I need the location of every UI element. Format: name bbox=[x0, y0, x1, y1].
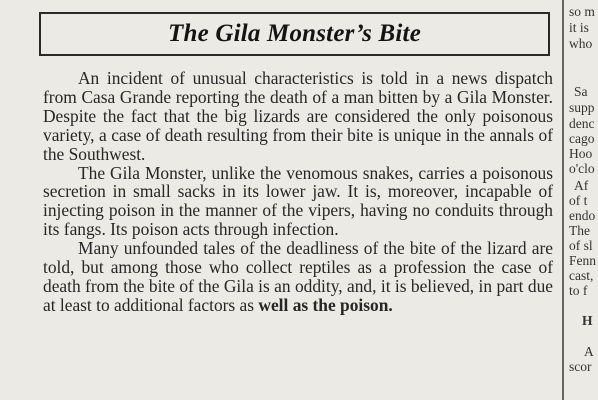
adjacent-fragment: to f bbox=[569, 283, 588, 298]
adjacent-fragment: scor bbox=[569, 359, 592, 374]
article-body bbox=[43, 69, 553, 315]
paragraph-1: An incident of unusual characteristics is told in a news dispatch from Casa Grande reporting the death of a man bitten by a Gila Monster. Despite the fact that the big lizards are considered the only poisonous variety, a case of death resulting from their bite is unique in the annals of the Southwest. bbox=[43, 68, 553, 164]
column-rule bbox=[562, 0, 564, 400]
adjacent-fragment: H bbox=[582, 313, 593, 328]
headline: The Gila Monster’s Bite bbox=[168, 20, 421, 47]
adjacent-fragment: so m bbox=[569, 4, 595, 19]
paragraph-3-ending: well as the poison. bbox=[258, 294, 393, 315]
adjacent-fragment: o'clo bbox=[569, 161, 595, 176]
adjacent-fragment: Hoo bbox=[569, 146, 593, 161]
adjacent-fragment: supp bbox=[569, 100, 595, 115]
paragraph-2: The Gila Monster, unlike the venomous snakes, carries a poisonous secretion in small sacks in its lower jaw. It is, moreover, incapable of injecting poison in the manner of the vipers, having no conduits through its fangs. Its poison acts through infection. bbox=[43, 162, 553, 240]
adjacent-fragment: it is bbox=[569, 20, 589, 35]
adjacent-fragment: cast, bbox=[569, 268, 594, 283]
paragraph-3-text: Many unfounded tales of the deadliness of the bite of the lizard are told, but among those who collect reptiles as a profession the case of death from the bite of the Gila is an oddity, and, it is believed, in part due at least to additional factors as bbox=[43, 238, 553, 315]
adjacent-fragment: Fenn bbox=[569, 253, 596, 268]
headline-box bbox=[39, 12, 550, 56]
adjacent-fragment: of t bbox=[569, 193, 588, 208]
adjacent-fragment: denc bbox=[569, 116, 595, 131]
adjacent-column bbox=[568, 0, 598, 400]
adjacent-fragment: Af bbox=[574, 178, 589, 193]
paragraph-3 bbox=[43, 239, 553, 315]
adjacent-fragment: A bbox=[584, 344, 594, 359]
adjacent-fragment: The bbox=[569, 223, 590, 238]
adjacent-fragment: who bbox=[569, 36, 593, 51]
adjacent-fragment: cago bbox=[569, 131, 595, 146]
adjacent-fragment: endo bbox=[569, 208, 596, 223]
adjacent-fragment: Sa bbox=[574, 84, 588, 99]
adjacent-fragment: of sl bbox=[569, 238, 593, 253]
